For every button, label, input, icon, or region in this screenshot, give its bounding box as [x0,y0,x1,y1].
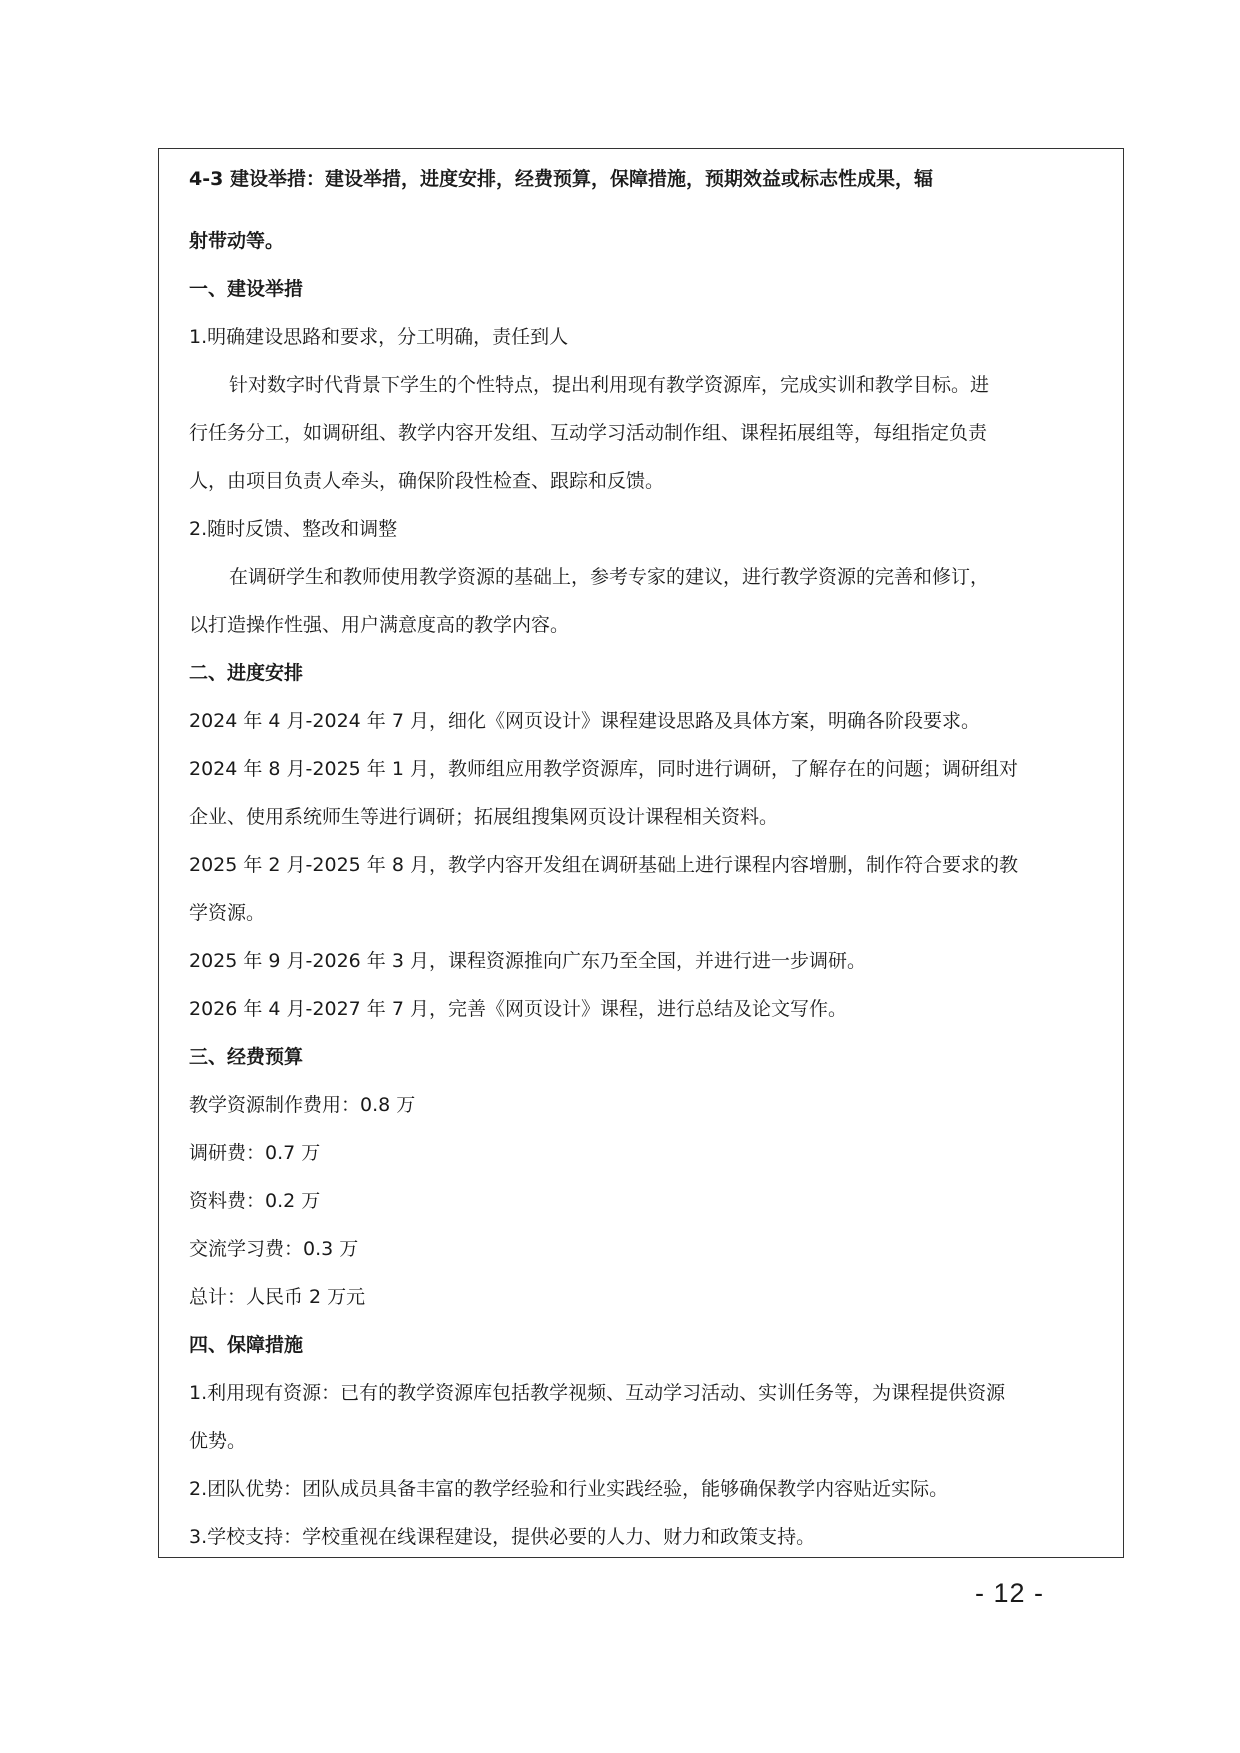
content-frame [158,148,1124,1558]
budget-item-research: 调研费：0.7 万 [189,1142,321,1164]
section-title-measures: 一、建设举措 [189,278,304,300]
measure-2-title: 2.随时反馈、整改和调整 [189,518,398,540]
measure-2-paragraph-line-2: 以打造操作性强、用户满意度高的教学内容。 [189,614,570,636]
budget-total: 总计：人民币 2 万元 [189,1286,366,1308]
section-title-guarantees: 四、保障措施 [189,1334,304,1356]
schedule-item-2-line-1: 2024 年 8 月-2025 年 1 月，教师组应用教学资源库，同时进行调研，了解存在的问题；调研组对 [189,758,1018,780]
section-title-schedule: 二、进度安排 [189,662,304,684]
schedule-item-4: 2025 年 9 月-2026 年 3 月，课程资源推向广东乃至全国，并进行进一步调研。 [189,950,866,972]
section-title-budget: 三、经费预算 [189,1046,304,1068]
guarantee-1-line-1: 1.利用现有资源：已有的教学资源库包括教学视频、互动学习活动、实训任务等，为课程提供资源 [189,1382,1006,1404]
measure-1-paragraph-line-3: 人，由项目负责人牵头，确保阶段性检查、跟踪和反馈。 [189,470,665,492]
budget-item-exchange: 交流学习费：0.3 万 [189,1238,359,1260]
schedule-item-3-line-1: 2025 年 2 月-2025 年 8 月，教学内容开发组在调研基础上进行课程内容增删，制作符合要求的教 [189,854,1018,876]
schedule-item-3-line-2: 学资源。 [189,902,266,924]
schedule-item-5: 2026 年 4 月-2027 年 7 月，完善《网页设计》课程，进行总结及论文写作。 [189,998,847,1020]
schedule-item-2-line-2: 企业、使用系统师生等进行调研；拓展组搜集网页设计课程相关资料。 [189,806,779,828]
measure-1-paragraph-line-2: 行任务分工，如调研组、教学内容开发组、互动学习活动制作组、课程拓展组等，每组指定负责 [189,422,988,444]
guarantee-1-line-2: 优势。 [189,1430,247,1452]
measure-1-paragraph-line-1: 针对数字时代背景下学生的个性特点，提出利用现有教学资源库，完成实训和教学目标。进 [229,374,990,396]
document-body [189,155,1095,1561]
guarantee-3: 3.学校支持：学校重视在线课程建设，提供必要的人力、财力和政策支持。 [189,1526,816,1548]
measure-1-title: 1.明确建设思路和要求，分工明确，责任到人 [189,326,569,348]
page-number: - 12 - [975,1578,1045,1608]
heading-line-1: 4-3 建设举措：建设举措，进度安排，经费预算，保障措施，预期效益或标志性成果，辐 [189,168,933,190]
measure-2-paragraph-line-1: 在调研学生和教师使用教学资源的基础上，参考专家的建议，进行教学资源的完善和修订， [229,566,990,588]
guarantee-2: 2.团队优势：团队成员具备丰富的教学经验和行业实践经验，能够确保教学内容贴近实际。 [189,1478,949,1500]
schedule-item-1: 2024 年 4 月-2024 年 7 月，细化《网页设计》课程建设思路及具体方案，明确各阶段要求。 [189,710,980,732]
heading-line-2: 射带动等。 [189,230,285,252]
budget-item-materials: 资料费：0.2 万 [189,1190,321,1212]
budget-item-production: 教学资源制作费用：0.8 万 [189,1094,416,1116]
